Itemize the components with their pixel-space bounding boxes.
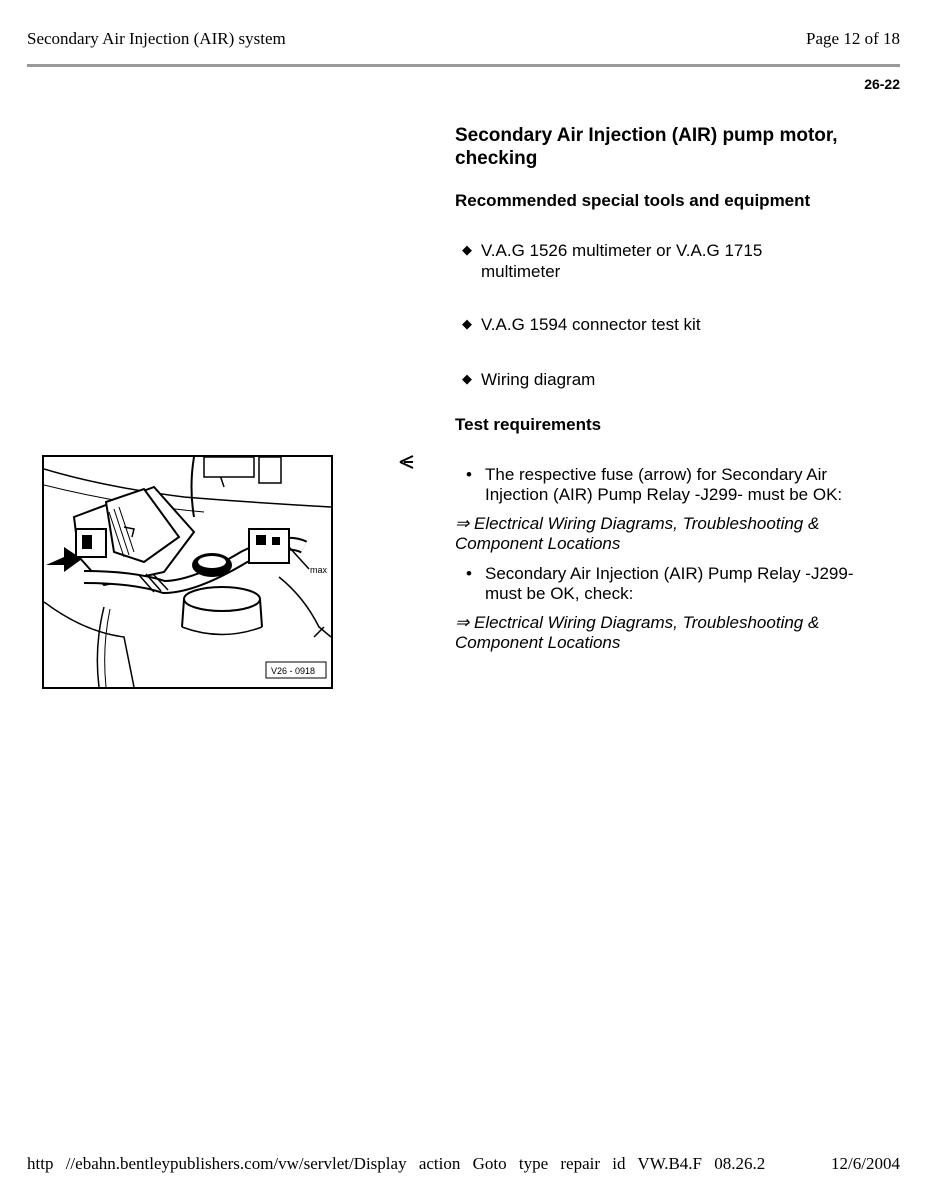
figure-pointer-icon bbox=[398, 453, 416, 476]
header-title: Secondary Air Injection (AIR) system bbox=[27, 29, 286, 48]
tool-item bbox=[462, 314, 842, 335]
tool-item-text: V.A.G 1526 multimeter or V.A.G 1715 multimeter bbox=[481, 241, 763, 281]
arrow-icon: ⇒ bbox=[455, 514, 470, 533]
header-divider bbox=[27, 64, 900, 67]
diamond-bullet-icon: ◆ bbox=[462, 316, 472, 331]
tool-item bbox=[462, 369, 842, 390]
page-code: 26-22 bbox=[864, 76, 900, 92]
tool-item-text: V.A.G 1594 connector test kit bbox=[481, 315, 701, 334]
tool-item-text: Wiring diagram bbox=[481, 370, 596, 389]
requirements-heading: Test requirements bbox=[455, 415, 602, 434]
section-title: Secondary Air Injection (AIR) pump motor, checking bbox=[455, 125, 838, 169]
reference-link[interactable] bbox=[455, 613, 875, 653]
reference-text: Electrical Wiring Diagrams, Troubleshooting & Component Locations bbox=[455, 613, 820, 652]
bullet-icon: • bbox=[466, 564, 472, 583]
requirement-text: Secondary Air Injection (AIR) Pump Relay -J299- must be OK, check: bbox=[485, 564, 854, 603]
max-label: max bbox=[310, 565, 328, 575]
requirement-item bbox=[466, 564, 886, 604]
figure-label: V26 - 0918 bbox=[271, 666, 316, 676]
reference-link[interactable] bbox=[455, 514, 875, 554]
bullet-icon: • bbox=[466, 465, 472, 484]
page-number: Page 12 of 18 bbox=[806, 29, 900, 48]
requirement-item bbox=[466, 465, 886, 505]
reference-text: Electrical Wiring Diagrams, Troubleshooting & Component Locations bbox=[455, 514, 820, 553]
diamond-bullet-icon: ◆ bbox=[462, 371, 472, 386]
tools-heading: Recommended special tools and equipment bbox=[455, 191, 811, 210]
component-illustration bbox=[42, 455, 333, 689]
arrow-icon: ⇒ bbox=[455, 613, 470, 632]
requirement-text: The respective fuse (arrow) for Secondary Air Injection (AIR) Pump Relay -J299- must be OK: bbox=[485, 465, 843, 504]
diamond-bullet-icon: ◆ bbox=[462, 242, 472, 257]
tool-item bbox=[462, 240, 842, 282]
footer-url: http //ebahn.bentleypublishers.com/vw/servlet/Display action Goto type repair id VW.B4.F 08.26.2 bbox=[27, 1154, 766, 1173]
footer-date: 12/6/2004 bbox=[831, 1154, 900, 1173]
